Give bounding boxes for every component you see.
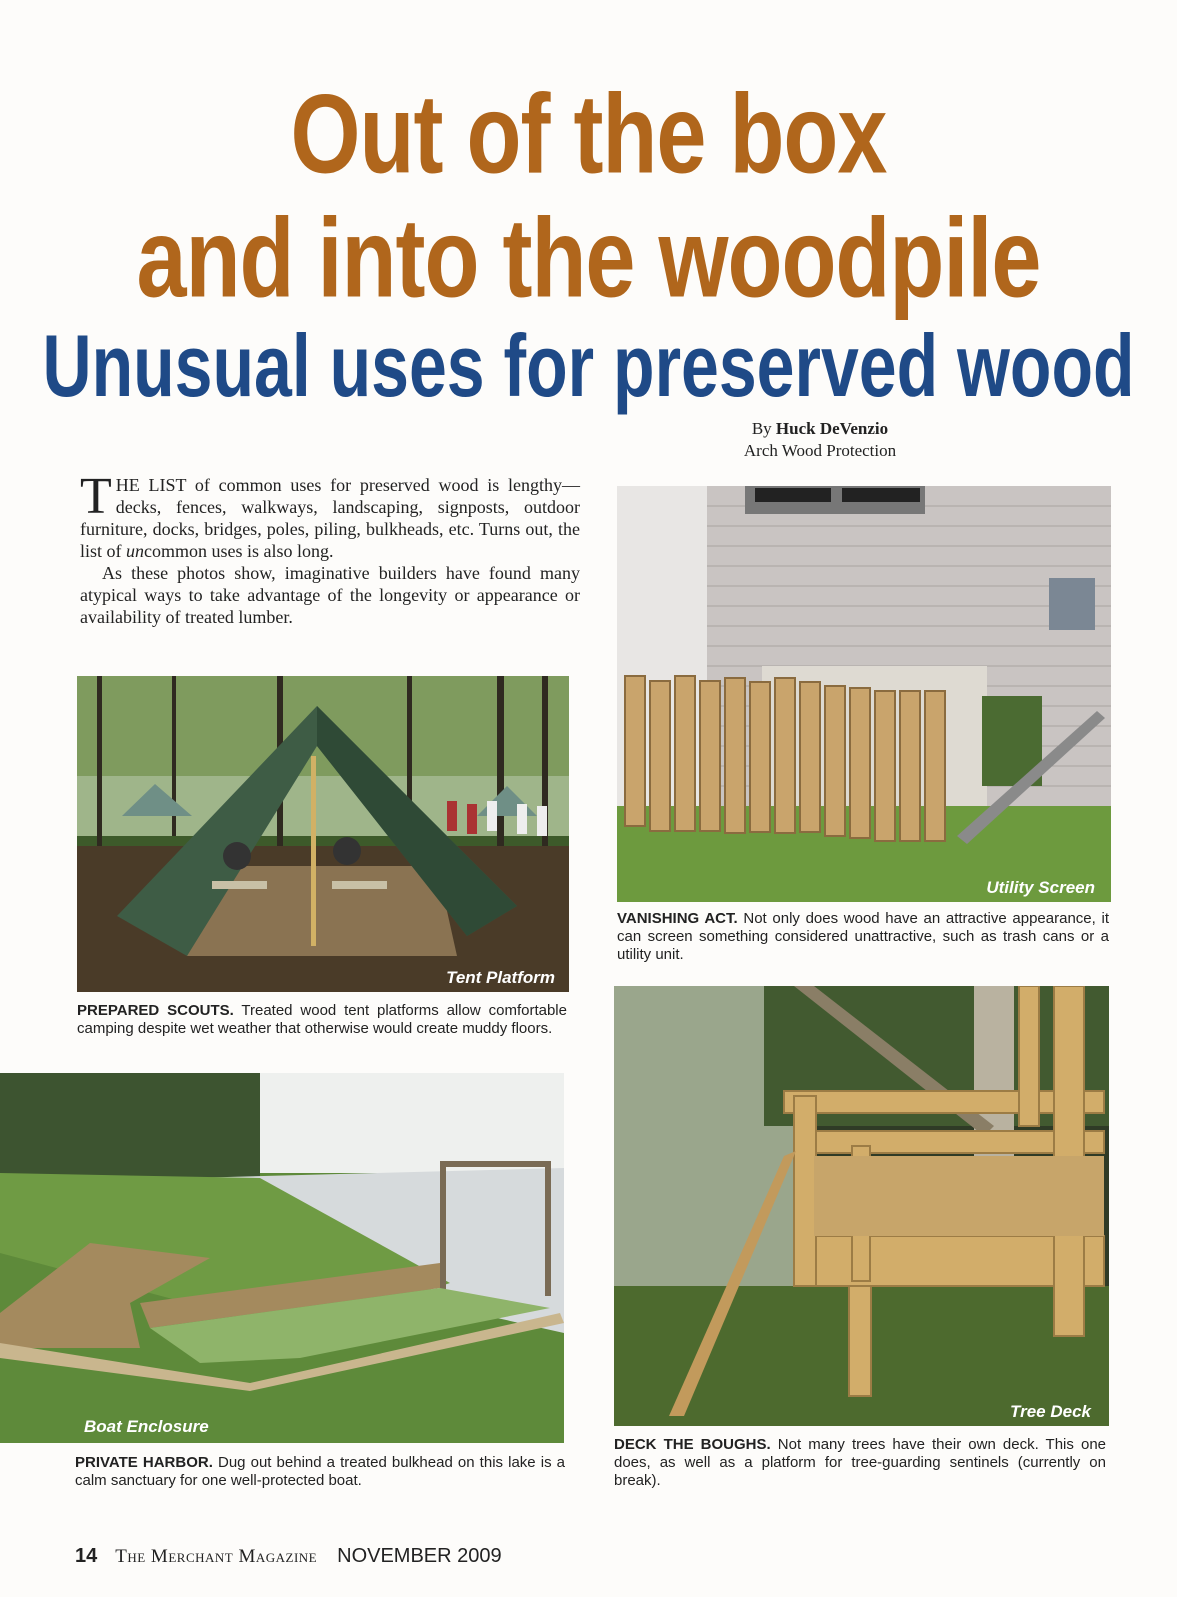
tent-caption-head: PREPARED SCOUTS.: [77, 1002, 234, 1019]
tent-caption: [77, 1002, 567, 1038]
author-name: Huck DeVenzio: [775, 419, 889, 438]
issue-date: NOVEMBER 2009: [337, 1545, 502, 1567]
magazine-name: The Merchant Magazine: [115, 1546, 318, 1567]
boat-caption-text: Dug out behind a treated bulkhead on this lake is a calm sanctuary for one well-protected boat.: [75, 1454, 566, 1489]
page-number: 14: [75, 1545, 98, 1567]
tree-caption-head: DECK THE BOUGHS.: [614, 1436, 771, 1453]
headline-line-1: Out of the box: [290, 72, 887, 198]
intro-paragraph-2: As these photos show, imaginative builders have found many atypical ways to take advantage of the longevity or appearance or availability of treated lumber.: [80, 563, 580, 627]
utility-screen-label: Utility Screen: [986, 878, 1095, 897]
tent-platform-photo: [77, 676, 569, 992]
tree-deck-label: Tree Deck: [1010, 1402, 1091, 1421]
boat-caption: [75, 1454, 565, 1490]
boat-enclosure-photo: [0, 1073, 564, 1443]
boat-caption-head: PRIVATE HARBOR.: [75, 1454, 213, 1471]
drop-cap: T: [80, 468, 112, 525]
byline: [700, 418, 940, 462]
author-affiliation: Arch Wood Protection: [743, 441, 897, 460]
utility-caption-head: VANISHING ACT.: [617, 910, 738, 927]
boat-enclosure-image: [0, 1073, 564, 1443]
intro-paragraph-1: [80, 468, 580, 562]
tent-platform-image: [77, 676, 569, 992]
byline-prefix: By: [751, 419, 772, 438]
headline-line-2: and into the woodpile: [136, 196, 1041, 322]
boat-enclosure-label: Boat Enclosure: [84, 1417, 209, 1436]
intro-p1-emphasis: un: [126, 541, 145, 561]
intro-text: [80, 468, 580, 628]
tent-caption-text: Treated wood tent platforms allow comfortable camping despite wet weather that otherwise would create muddy floors.: [77, 1002, 567, 1037]
tree-deck-photo: [614, 986, 1109, 1426]
subtitle: Unusual uses for preserved wood: [42, 316, 1135, 416]
utility-caption-text: Not only does wood have an attractive appearance, it can screen something considered unattractive, such as trash cans or a utility unit.: [617, 910, 1109, 963]
utility-screen-image: [617, 486, 1111, 902]
utility-caption: [617, 910, 1109, 964]
page-footer: [75, 1545, 502, 1568]
tree-caption: [614, 1436, 1106, 1490]
utility-screen-photo: [617, 486, 1111, 902]
intro-p1-end: common uses is also long.: [144, 541, 334, 561]
intro-p1-start: HE LIST of common uses for preserved wood is lengthy—decks, fences, walkways, landscaping, signposts, outdoor furniture, docks, bridges, poles, piling, bulkheads, etc. Turns out, the list of: [80, 475, 580, 561]
tree-deck-image: [614, 986, 1109, 1426]
tent-platform-label: Tent Platform: [446, 968, 555, 987]
tree-caption-text: Not many trees have their own deck. This one does, as well as a platform for tree-guarding sentinels (currently on break).: [614, 1436, 1107, 1489]
